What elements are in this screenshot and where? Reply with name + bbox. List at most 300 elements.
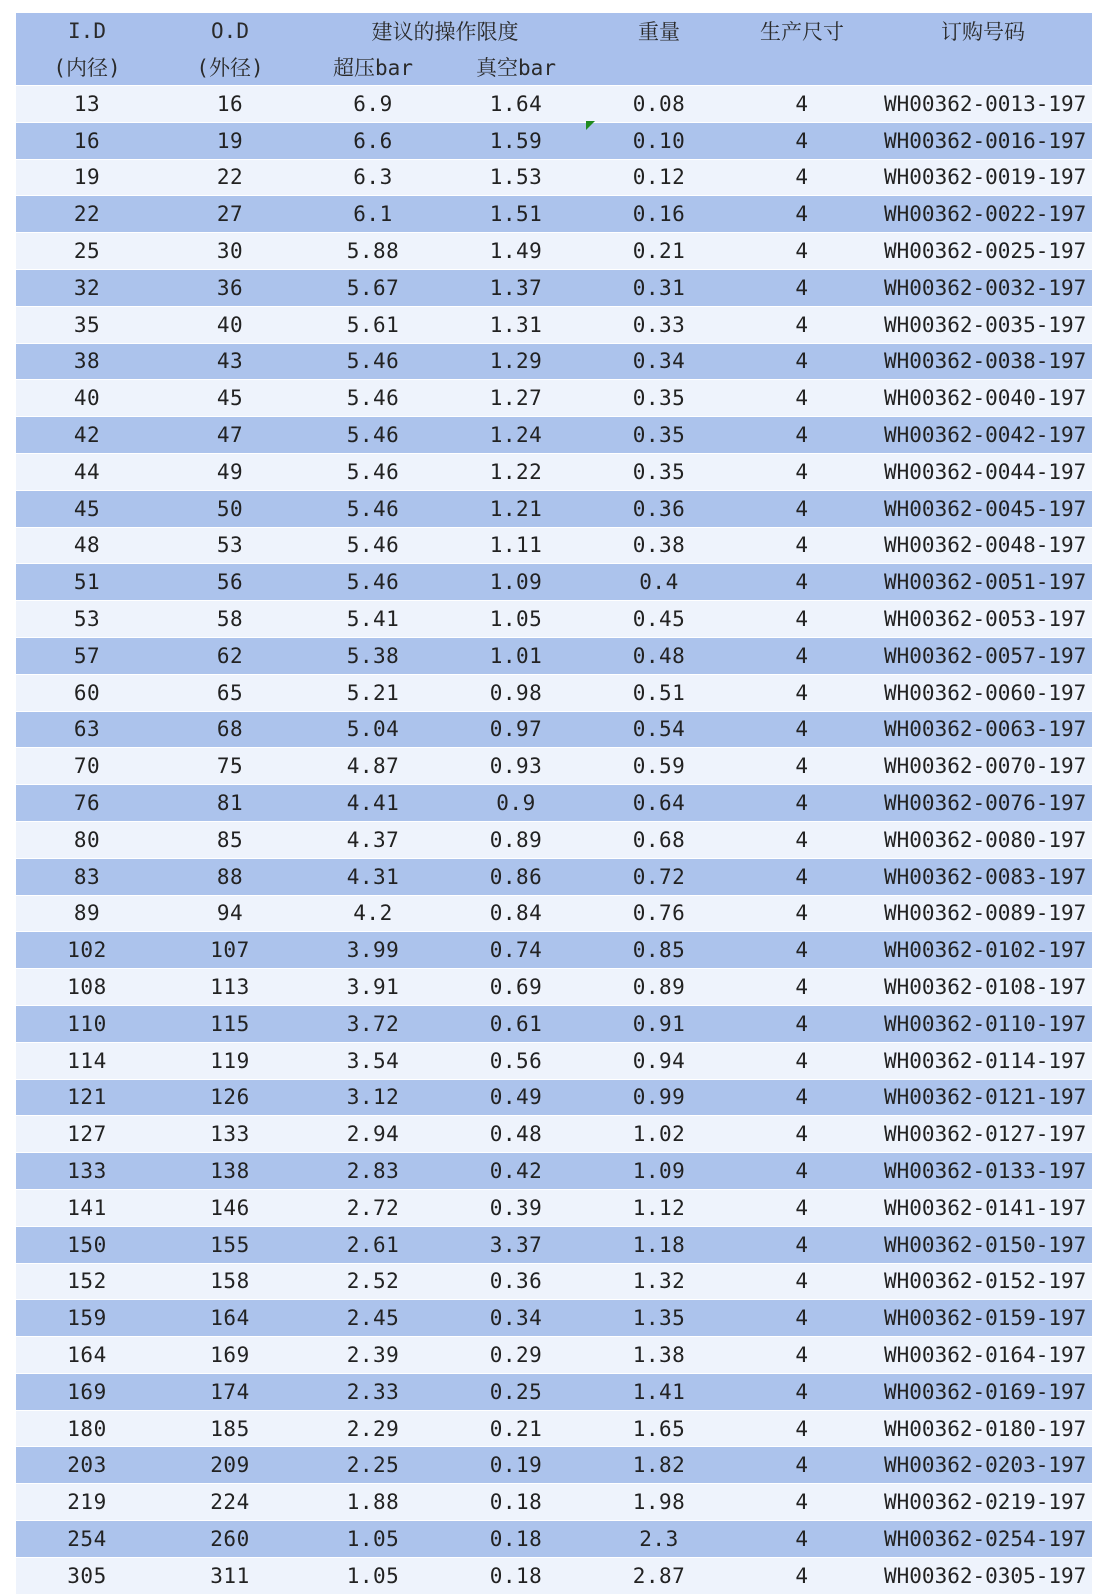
cell-weight: 0.91 <box>588 1005 730 1042</box>
cell-order-number: WH00362-0159-197 <box>874 1300 1092 1337</box>
cell-od: 119 <box>158 1042 302 1079</box>
cell-order-number: WH00362-0053-197 <box>874 601 1092 638</box>
cell-weight: 0.45 <box>588 601 730 638</box>
cell-weight: 1.12 <box>588 1189 730 1226</box>
cell-order-number: WH00362-0044-197 <box>874 453 1092 490</box>
cell-id: 42 <box>16 417 158 454</box>
cell-size: 4 <box>730 1557 874 1593</box>
cell-od: 138 <box>158 1153 302 1190</box>
cell-pressure: 5.46 <box>302 417 444 454</box>
cell-id: 60 <box>16 674 158 711</box>
cell-weight: 0.12 <box>588 159 730 196</box>
cell-size: 4 <box>730 1153 874 1190</box>
cell-size: 4 <box>730 233 874 270</box>
cell-od: 158 <box>158 1263 302 1300</box>
table-row <box>16 785 1092 822</box>
cell-size: 4 <box>730 1116 874 1153</box>
table-row <box>16 453 1092 490</box>
cell-od: 155 <box>158 1226 302 1263</box>
cell-order-number: WH00362-0102-197 <box>874 932 1092 969</box>
cell-vacuum: 1.59 <box>444 122 588 159</box>
cell-weight: 0.54 <box>588 711 730 748</box>
cell-weight: 0.85 <box>588 932 730 969</box>
cell-pressure: 5.61 <box>302 306 444 343</box>
cell-weight: 0.35 <box>588 417 730 454</box>
cell-vacuum: 0.18 <box>444 1557 588 1593</box>
table-row <box>16 711 1092 748</box>
table-row <box>16 1005 1092 1042</box>
cell-id: 22 <box>16 196 158 233</box>
cell-size: 4 <box>730 1263 874 1300</box>
cell-pressure: 3.12 <box>302 1079 444 1116</box>
cell-pressure: 4.41 <box>302 785 444 822</box>
cell-size: 4 <box>730 527 874 564</box>
cell-weight: 1.41 <box>588 1373 730 1410</box>
cell-size: 4 <box>730 895 874 932</box>
cell-pressure: 6.9 <box>302 86 444 123</box>
cell-id: 57 <box>16 637 158 674</box>
table-row <box>16 306 1092 343</box>
table-row <box>16 527 1092 564</box>
cell-weight: 0.76 <box>588 895 730 932</box>
cell-od: 113 <box>158 969 302 1006</box>
cell-vacuum: 0.25 <box>444 1373 588 1410</box>
cell-order-number: WH00362-0042-197 <box>874 417 1092 454</box>
cell-vacuum: 0.84 <box>444 895 588 932</box>
cell-order-number: WH00362-0022-197 <box>874 196 1092 233</box>
cell-weight: 0.64 <box>588 785 730 822</box>
cell-pressure: 5.67 <box>302 269 444 306</box>
cell-id: 150 <box>16 1226 158 1263</box>
cell-order-number: WH00362-0057-197 <box>874 637 1092 674</box>
cell-order-number: WH00362-0164-197 <box>874 1337 1092 1374</box>
cell-id: 121 <box>16 1079 158 1116</box>
cell-vacuum: 0.86 <box>444 858 588 895</box>
spec-table-sheet <box>16 13 1092 1594</box>
cell-size: 4 <box>730 1042 874 1079</box>
cell-order-number: WH00362-0169-197 <box>874 1373 1092 1410</box>
cell-id: 180 <box>16 1410 158 1447</box>
cell-vacuum: 0.39 <box>444 1189 588 1226</box>
cell-size: 4 <box>730 858 874 895</box>
cell-od: 164 <box>158 1300 302 1337</box>
cell-od: 68 <box>158 711 302 748</box>
cell-vacuum: 0.18 <box>444 1484 588 1521</box>
cell-weight: 0.72 <box>588 858 730 895</box>
cell-size: 4 <box>730 159 874 196</box>
table-row <box>16 1557 1092 1593</box>
cell-order-number: WH00362-0089-197 <box>874 895 1092 932</box>
cell-id: 44 <box>16 453 158 490</box>
cell-id: 63 <box>16 711 158 748</box>
cell-size: 4 <box>730 564 874 601</box>
table-row <box>16 601 1092 638</box>
cell-order-number: WH00362-0305-197 <box>874 1557 1092 1593</box>
cell-size: 4 <box>730 122 874 159</box>
cell-order-number: WH00362-0203-197 <box>874 1447 1092 1484</box>
cell-od: 75 <box>158 748 302 785</box>
cell-id: 114 <box>16 1042 158 1079</box>
cell-pressure: 5.46 <box>302 453 444 490</box>
cell-id: 164 <box>16 1337 158 1374</box>
cell-order-number: WH00362-0019-197 <box>874 159 1092 196</box>
table-row <box>16 490 1092 527</box>
cell-pressure: 5.46 <box>302 380 444 417</box>
cell-size: 4 <box>730 711 874 748</box>
cell-weight: 0.68 <box>588 821 730 858</box>
cell-pressure: 4.2 <box>302 895 444 932</box>
cell-vacuum: 1.27 <box>444 380 588 417</box>
cell-pressure: 5.46 <box>302 343 444 380</box>
cell-pressure: 2.94 <box>302 1116 444 1153</box>
cell-od: 169 <box>158 1337 302 1374</box>
table-row <box>16 564 1092 601</box>
table-row <box>16 1263 1092 1300</box>
table-row <box>16 1373 1092 1410</box>
cell-pressure: 1.05 <box>302 1521 444 1558</box>
cell-pressure: 2.33 <box>302 1373 444 1410</box>
cell-order-number: WH00362-0048-197 <box>874 527 1092 564</box>
cell-vacuum: 3.37 <box>444 1226 588 1263</box>
cell-weight: 1.09 <box>588 1153 730 1190</box>
header-id: I.D <box>16 13 158 49</box>
cell-size: 4 <box>730 748 874 785</box>
cell-od: 115 <box>158 1005 302 1042</box>
cell-pressure: 4.31 <box>302 858 444 895</box>
table-row <box>16 748 1092 785</box>
cell-od: 224 <box>158 1484 302 1521</box>
cell-weight: 0.4 <box>588 564 730 601</box>
header-id-sub: (内径) <box>16 49 158 86</box>
table-row <box>16 1189 1092 1226</box>
cell-vacuum: 0.48 <box>444 1116 588 1153</box>
cell-id: 108 <box>16 969 158 1006</box>
cell-weight: 2.3 <box>588 1521 730 1558</box>
cell-order-number: WH00362-0013-197 <box>874 86 1092 123</box>
cell-weight: 1.65 <box>588 1410 730 1447</box>
cell-pressure: 2.45 <box>302 1300 444 1337</box>
cell-order-number: WH00362-0108-197 <box>874 969 1092 1006</box>
cell-weight: 0.16 <box>588 196 730 233</box>
cell-order-number: WH00362-0045-197 <box>874 490 1092 527</box>
cell-pressure: 2.61 <box>302 1226 444 1263</box>
cell-id: 19 <box>16 159 158 196</box>
cell-weight: 1.02 <box>588 1116 730 1153</box>
cell-id: 76 <box>16 785 158 822</box>
cell-weight: 0.10 <box>588 122 730 159</box>
header-operating-limits: 建议的操作限度 <box>302 13 588 49</box>
cell-size: 4 <box>730 417 874 454</box>
cell-id: 141 <box>16 1189 158 1226</box>
cell-vacuum: 0.74 <box>444 932 588 969</box>
table-row <box>16 1410 1092 1447</box>
cell-weight: 0.08 <box>588 86 730 123</box>
cell-order-number: WH00362-0254-197 <box>874 1521 1092 1558</box>
cell-id: 80 <box>16 821 158 858</box>
cell-od: 146 <box>158 1189 302 1226</box>
cell-vacuum: 1.29 <box>444 343 588 380</box>
table-row <box>16 1521 1092 1558</box>
table-row <box>16 932 1092 969</box>
cell-vacuum: 0.61 <box>444 1005 588 1042</box>
cell-od: 19 <box>158 122 302 159</box>
cell-od: 260 <box>158 1521 302 1558</box>
cell-od: 126 <box>158 1079 302 1116</box>
cell-weight: 0.33 <box>588 306 730 343</box>
cell-size: 4 <box>730 821 874 858</box>
cell-id: 45 <box>16 490 158 527</box>
cell-id: 35 <box>16 306 158 343</box>
cell-od: 174 <box>158 1373 302 1410</box>
cell-weight: 0.36 <box>588 490 730 527</box>
cell-vacuum: 1.64 <box>444 86 588 123</box>
cell-order-number: WH00362-0080-197 <box>874 821 1092 858</box>
cell-weight: 0.34 <box>588 343 730 380</box>
cell-size: 4 <box>730 1447 874 1484</box>
cell-size: 4 <box>730 969 874 1006</box>
cell-size: 4 <box>730 490 874 527</box>
cell-od: 43 <box>158 343 302 380</box>
cell-od: 53 <box>158 527 302 564</box>
cell-order-number: WH00362-0180-197 <box>874 1410 1092 1447</box>
cell-pressure: 2.83 <box>302 1153 444 1190</box>
cell-pressure: 2.52 <box>302 1263 444 1300</box>
cell-pressure: 2.72 <box>302 1189 444 1226</box>
table-header <box>16 13 1092 86</box>
table-row <box>16 1337 1092 1374</box>
cell-id: 254 <box>16 1521 158 1558</box>
cell-size: 4 <box>730 932 874 969</box>
table-row <box>16 159 1092 196</box>
table-row <box>16 1300 1092 1337</box>
cell-weight: 0.99 <box>588 1079 730 1116</box>
cell-od: 50 <box>158 490 302 527</box>
cell-size: 4 <box>730 1410 874 1447</box>
cell-vacuum: 1.11 <box>444 527 588 564</box>
cell-weight: 0.31 <box>588 269 730 306</box>
cell-pressure: 5.38 <box>302 637 444 674</box>
cell-order-number: WH00362-0025-197 <box>874 233 1092 270</box>
cell-size: 4 <box>730 1373 874 1410</box>
table-row <box>16 637 1092 674</box>
header-vacuum-sub: 真空bar <box>444 49 588 86</box>
cell-vacuum: 1.22 <box>444 453 588 490</box>
cell-od: 94 <box>158 895 302 932</box>
cell-order-number: WH00362-0060-197 <box>874 674 1092 711</box>
cell-id: 38 <box>16 343 158 380</box>
cell-id: 83 <box>16 858 158 895</box>
cell-size: 4 <box>730 1226 874 1263</box>
cell-vacuum: 1.31 <box>444 306 588 343</box>
cell-size: 4 <box>730 1337 874 1374</box>
cell-id: 152 <box>16 1263 158 1300</box>
cell-vacuum: 0.21 <box>444 1410 588 1447</box>
cell-size: 4 <box>730 674 874 711</box>
cell-pressure: 1.05 <box>302 1557 444 1593</box>
cell-order-number: WH00362-0063-197 <box>874 711 1092 748</box>
cell-size: 4 <box>730 1189 874 1226</box>
table-row <box>16 1447 1092 1484</box>
cell-vacuum: 0.9 <box>444 785 588 822</box>
cell-vacuum: 0.49 <box>444 1079 588 1116</box>
cell-comment-marker-icon <box>586 121 595 130</box>
cell-vacuum: 0.18 <box>444 1521 588 1558</box>
cell-size: 4 <box>730 453 874 490</box>
cell-order-number: WH00362-0035-197 <box>874 306 1092 343</box>
cell-pressure: 6.3 <box>302 159 444 196</box>
cell-vacuum: 0.98 <box>444 674 588 711</box>
cell-pressure: 2.39 <box>302 1337 444 1374</box>
table-body <box>16 86 1092 1594</box>
cell-pressure: 5.46 <box>302 564 444 601</box>
cell-pressure: 6.1 <box>302 196 444 233</box>
cell-weight: 2.87 <box>588 1557 730 1593</box>
cell-id: 89 <box>16 895 158 932</box>
cell-id: 32 <box>16 269 158 306</box>
header-order-number: 订购号码 <box>874 13 1092 49</box>
cell-pressure: 5.41 <box>302 601 444 638</box>
cell-od: 47 <box>158 417 302 454</box>
cell-id: 13 <box>16 86 158 123</box>
header-od-sub: (外径) <box>158 49 302 86</box>
cell-size: 4 <box>730 86 874 123</box>
table-row <box>16 86 1092 123</box>
cell-od: 107 <box>158 932 302 969</box>
cell-od: 22 <box>158 159 302 196</box>
cell-vacuum: 1.09 <box>444 564 588 601</box>
cell-pressure: 3.54 <box>302 1042 444 1079</box>
cell-size: 4 <box>730 269 874 306</box>
cell-weight: 1.32 <box>588 1263 730 1300</box>
cell-vacuum: 0.89 <box>444 821 588 858</box>
cell-od: 85 <box>158 821 302 858</box>
header-weight: 重量 <box>588 13 730 49</box>
cell-size: 4 <box>730 1300 874 1337</box>
cell-weight: 0.38 <box>588 527 730 564</box>
cell-order-number: WH00362-0133-197 <box>874 1153 1092 1190</box>
cell-order-number: WH00362-0083-197 <box>874 858 1092 895</box>
cell-od: 58 <box>158 601 302 638</box>
cell-vacuum: 1.53 <box>444 159 588 196</box>
table-row <box>16 380 1092 417</box>
cell-order-number: WH00362-0219-197 <box>874 1484 1092 1521</box>
table-row <box>16 122 1092 159</box>
cell-weight: 0.89 <box>588 969 730 1006</box>
cell-od: 49 <box>158 453 302 490</box>
table-row <box>16 233 1092 270</box>
cell-weight: 1.82 <box>588 1447 730 1484</box>
cell-size: 4 <box>730 380 874 417</box>
cell-od: 185 <box>158 1410 302 1447</box>
cell-id: 110 <box>16 1005 158 1042</box>
cell-vacuum: 1.24 <box>444 417 588 454</box>
cell-od: 81 <box>158 785 302 822</box>
cell-size: 4 <box>730 637 874 674</box>
cell-vacuum: 0.42 <box>444 1153 588 1190</box>
table-row <box>16 196 1092 233</box>
cell-pressure: 5.21 <box>302 674 444 711</box>
table-row <box>16 1116 1092 1153</box>
cell-vacuum: 0.56 <box>444 1042 588 1079</box>
cell-od: 40 <box>158 306 302 343</box>
cell-id: 16 <box>16 122 158 159</box>
cell-id: 25 <box>16 233 158 270</box>
cell-vacuum: 1.01 <box>444 637 588 674</box>
cell-id: 102 <box>16 932 158 969</box>
cell-vacuum: 1.21 <box>444 490 588 527</box>
cell-id: 48 <box>16 527 158 564</box>
cell-size: 4 <box>730 785 874 822</box>
cell-id: 219 <box>16 1484 158 1521</box>
cell-weight: 0.35 <box>588 380 730 417</box>
cell-vacuum: 0.29 <box>444 1337 588 1374</box>
cell-od: 88 <box>158 858 302 895</box>
cell-od: 36 <box>158 269 302 306</box>
cell-od: 133 <box>158 1116 302 1153</box>
cell-order-number: WH00362-0076-197 <box>874 785 1092 822</box>
cell-weight: 0.59 <box>588 748 730 785</box>
cell-vacuum: 1.05 <box>444 601 588 638</box>
cell-order-number: WH00362-0032-197 <box>874 269 1092 306</box>
cell-vacuum: 0.36 <box>444 1263 588 1300</box>
cell-pressure: 5.46 <box>302 527 444 564</box>
cell-vacuum: 1.49 <box>444 233 588 270</box>
cell-weight: 1.38 <box>588 1337 730 1374</box>
cell-size: 4 <box>730 343 874 380</box>
spec-table <box>16 13 1092 1594</box>
cell-od: 16 <box>158 86 302 123</box>
cell-pressure: 3.91 <box>302 969 444 1006</box>
cell-weight: 0.51 <box>588 674 730 711</box>
cell-vacuum: 0.19 <box>444 1447 588 1484</box>
cell-id: 159 <box>16 1300 158 1337</box>
header-production-size: 生产尺寸 <box>730 13 874 49</box>
table-row <box>16 1484 1092 1521</box>
cell-weight: 1.98 <box>588 1484 730 1521</box>
cell-od: 65 <box>158 674 302 711</box>
cell-order-number: WH00362-0152-197 <box>874 1263 1092 1300</box>
cell-od: 311 <box>158 1557 302 1593</box>
table-row <box>16 674 1092 711</box>
cell-size: 4 <box>730 1079 874 1116</box>
cell-pressure: 2.29 <box>302 1410 444 1447</box>
table-row <box>16 343 1092 380</box>
cell-weight: 1.35 <box>588 1300 730 1337</box>
cell-size: 4 <box>730 1521 874 1558</box>
cell-vacuum: 0.93 <box>444 748 588 785</box>
cell-weight: 0.21 <box>588 233 730 270</box>
cell-id: 53 <box>16 601 158 638</box>
cell-pressure: 4.37 <box>302 821 444 858</box>
cell-size: 4 <box>730 1484 874 1521</box>
cell-od: 45 <box>158 380 302 417</box>
cell-vacuum: 0.97 <box>444 711 588 748</box>
table-row <box>16 895 1092 932</box>
cell-order-number: WH00362-0016-197 <box>874 122 1092 159</box>
cell-order-number: WH00362-0121-197 <box>874 1079 1092 1116</box>
table-row <box>16 417 1092 454</box>
cell-size: 4 <box>730 196 874 233</box>
cell-weight: 1.18 <box>588 1226 730 1263</box>
cell-od: 27 <box>158 196 302 233</box>
cell-order-number: WH00362-0038-197 <box>874 343 1092 380</box>
cell-od: 62 <box>158 637 302 674</box>
cell-id: 169 <box>16 1373 158 1410</box>
cell-id: 70 <box>16 748 158 785</box>
cell-pressure: 3.72 <box>302 1005 444 1042</box>
table-row <box>16 1153 1092 1190</box>
cell-od: 56 <box>158 564 302 601</box>
